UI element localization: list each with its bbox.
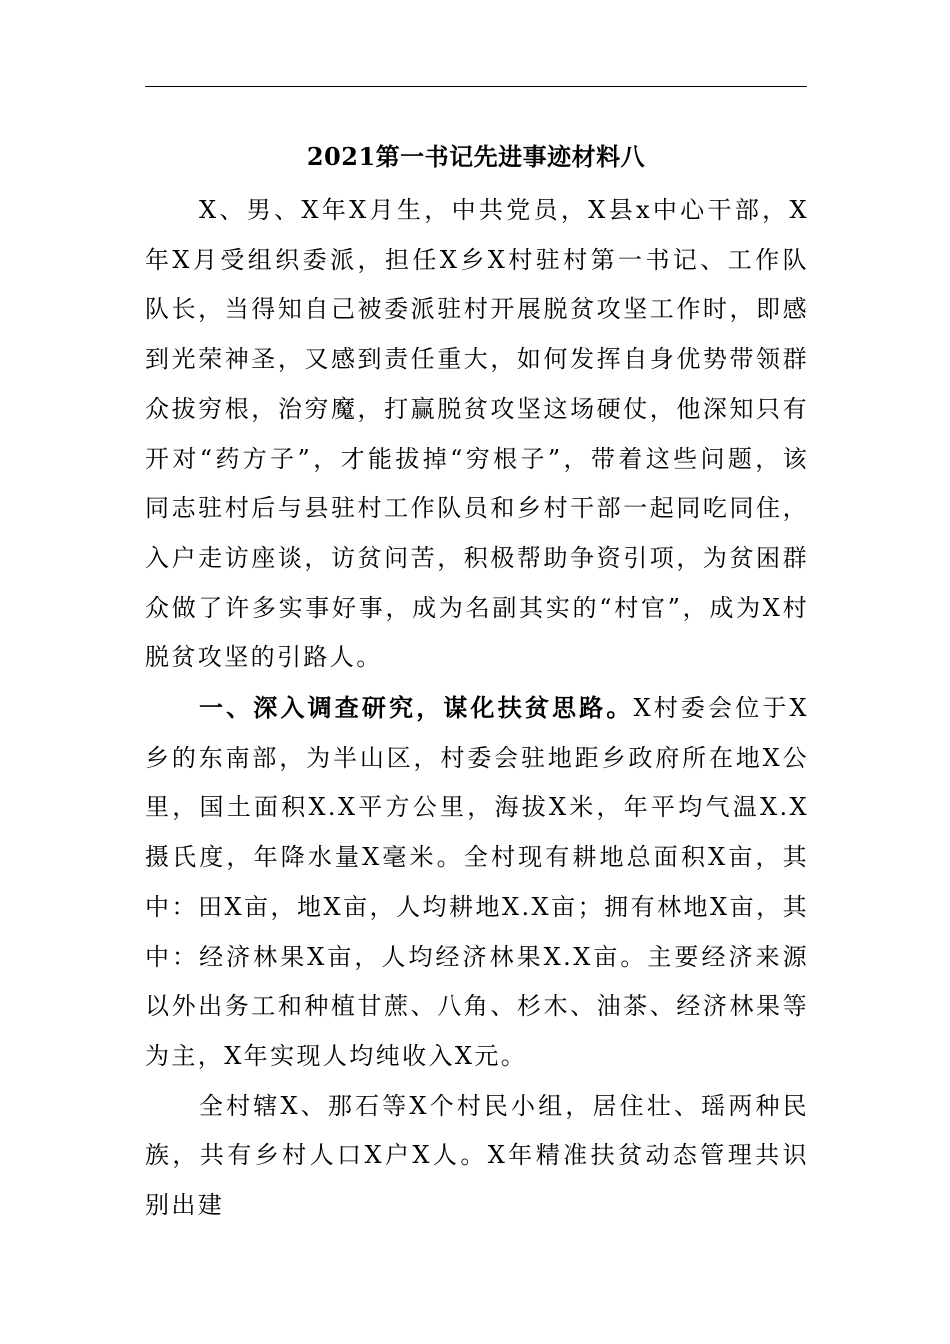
section-heading: 一、深入调查研究，谋化扶贫思路。 [199, 693, 634, 723]
paragraph-text: 全村辖X、那石等X个村民小组，居住壮、瑶两种民族，共有乡村人口X户X人。X年精准扶贫动态管理共识别出建 [145, 1091, 809, 1220]
paragraph-intro [145, 186, 809, 683]
paragraph-population [145, 1082, 809, 1231]
paragraph-section-one [145, 683, 809, 1082]
paragraph-text: X村委会位于X乡的东南部，为半山区，村委会驻地距乡政府所在地X公里，国土面积X.X平方公里，海拔X米，年平均气温X.X摄氏度，年降水量X毫米。全村现有耕地总面积X亩，其中：田X亩，地X亩，人均耕地X.X亩；拥有林地X亩，其中：经济林果X亩，人均经济林果X.X亩。主要经济来源以外出务工和种植甘蔗、八角、杉木、油茶、经济林果等为主，X年实现人均纯收入X元。 [145, 694, 809, 1070]
header-rule [145, 86, 807, 87]
document-title: 2021第一书记先进事迹材料八 [306, 142, 646, 171]
paragraph-text: X、男、X年X月生，中共党员，X县x中心干部，X年X月受组织委派，担任X乡X村驻村第一书记、工作队队长，当得知自己被委派驻村开展脱贫攻坚工作时，即感到光荣神圣，又感到责任重大，如何发挥自身优势带领群众拔穷根，治穷魔，打赢脱贫攻坚这场硬仗，他深知只有开对“药方子”，才能拔掉“穷根子”，带着这些问题，该同志驻村后与县驻村工作队员和乡村干部一起同吃同住，入户走访座谈，访贫问苦，积极帮助争资引项，为贫困群众做了许多实事好事，成为名副其实的“村官”，成为X村脱贫攻坚的引路人。 [145, 196, 809, 672]
document-body [145, 186, 809, 1231]
